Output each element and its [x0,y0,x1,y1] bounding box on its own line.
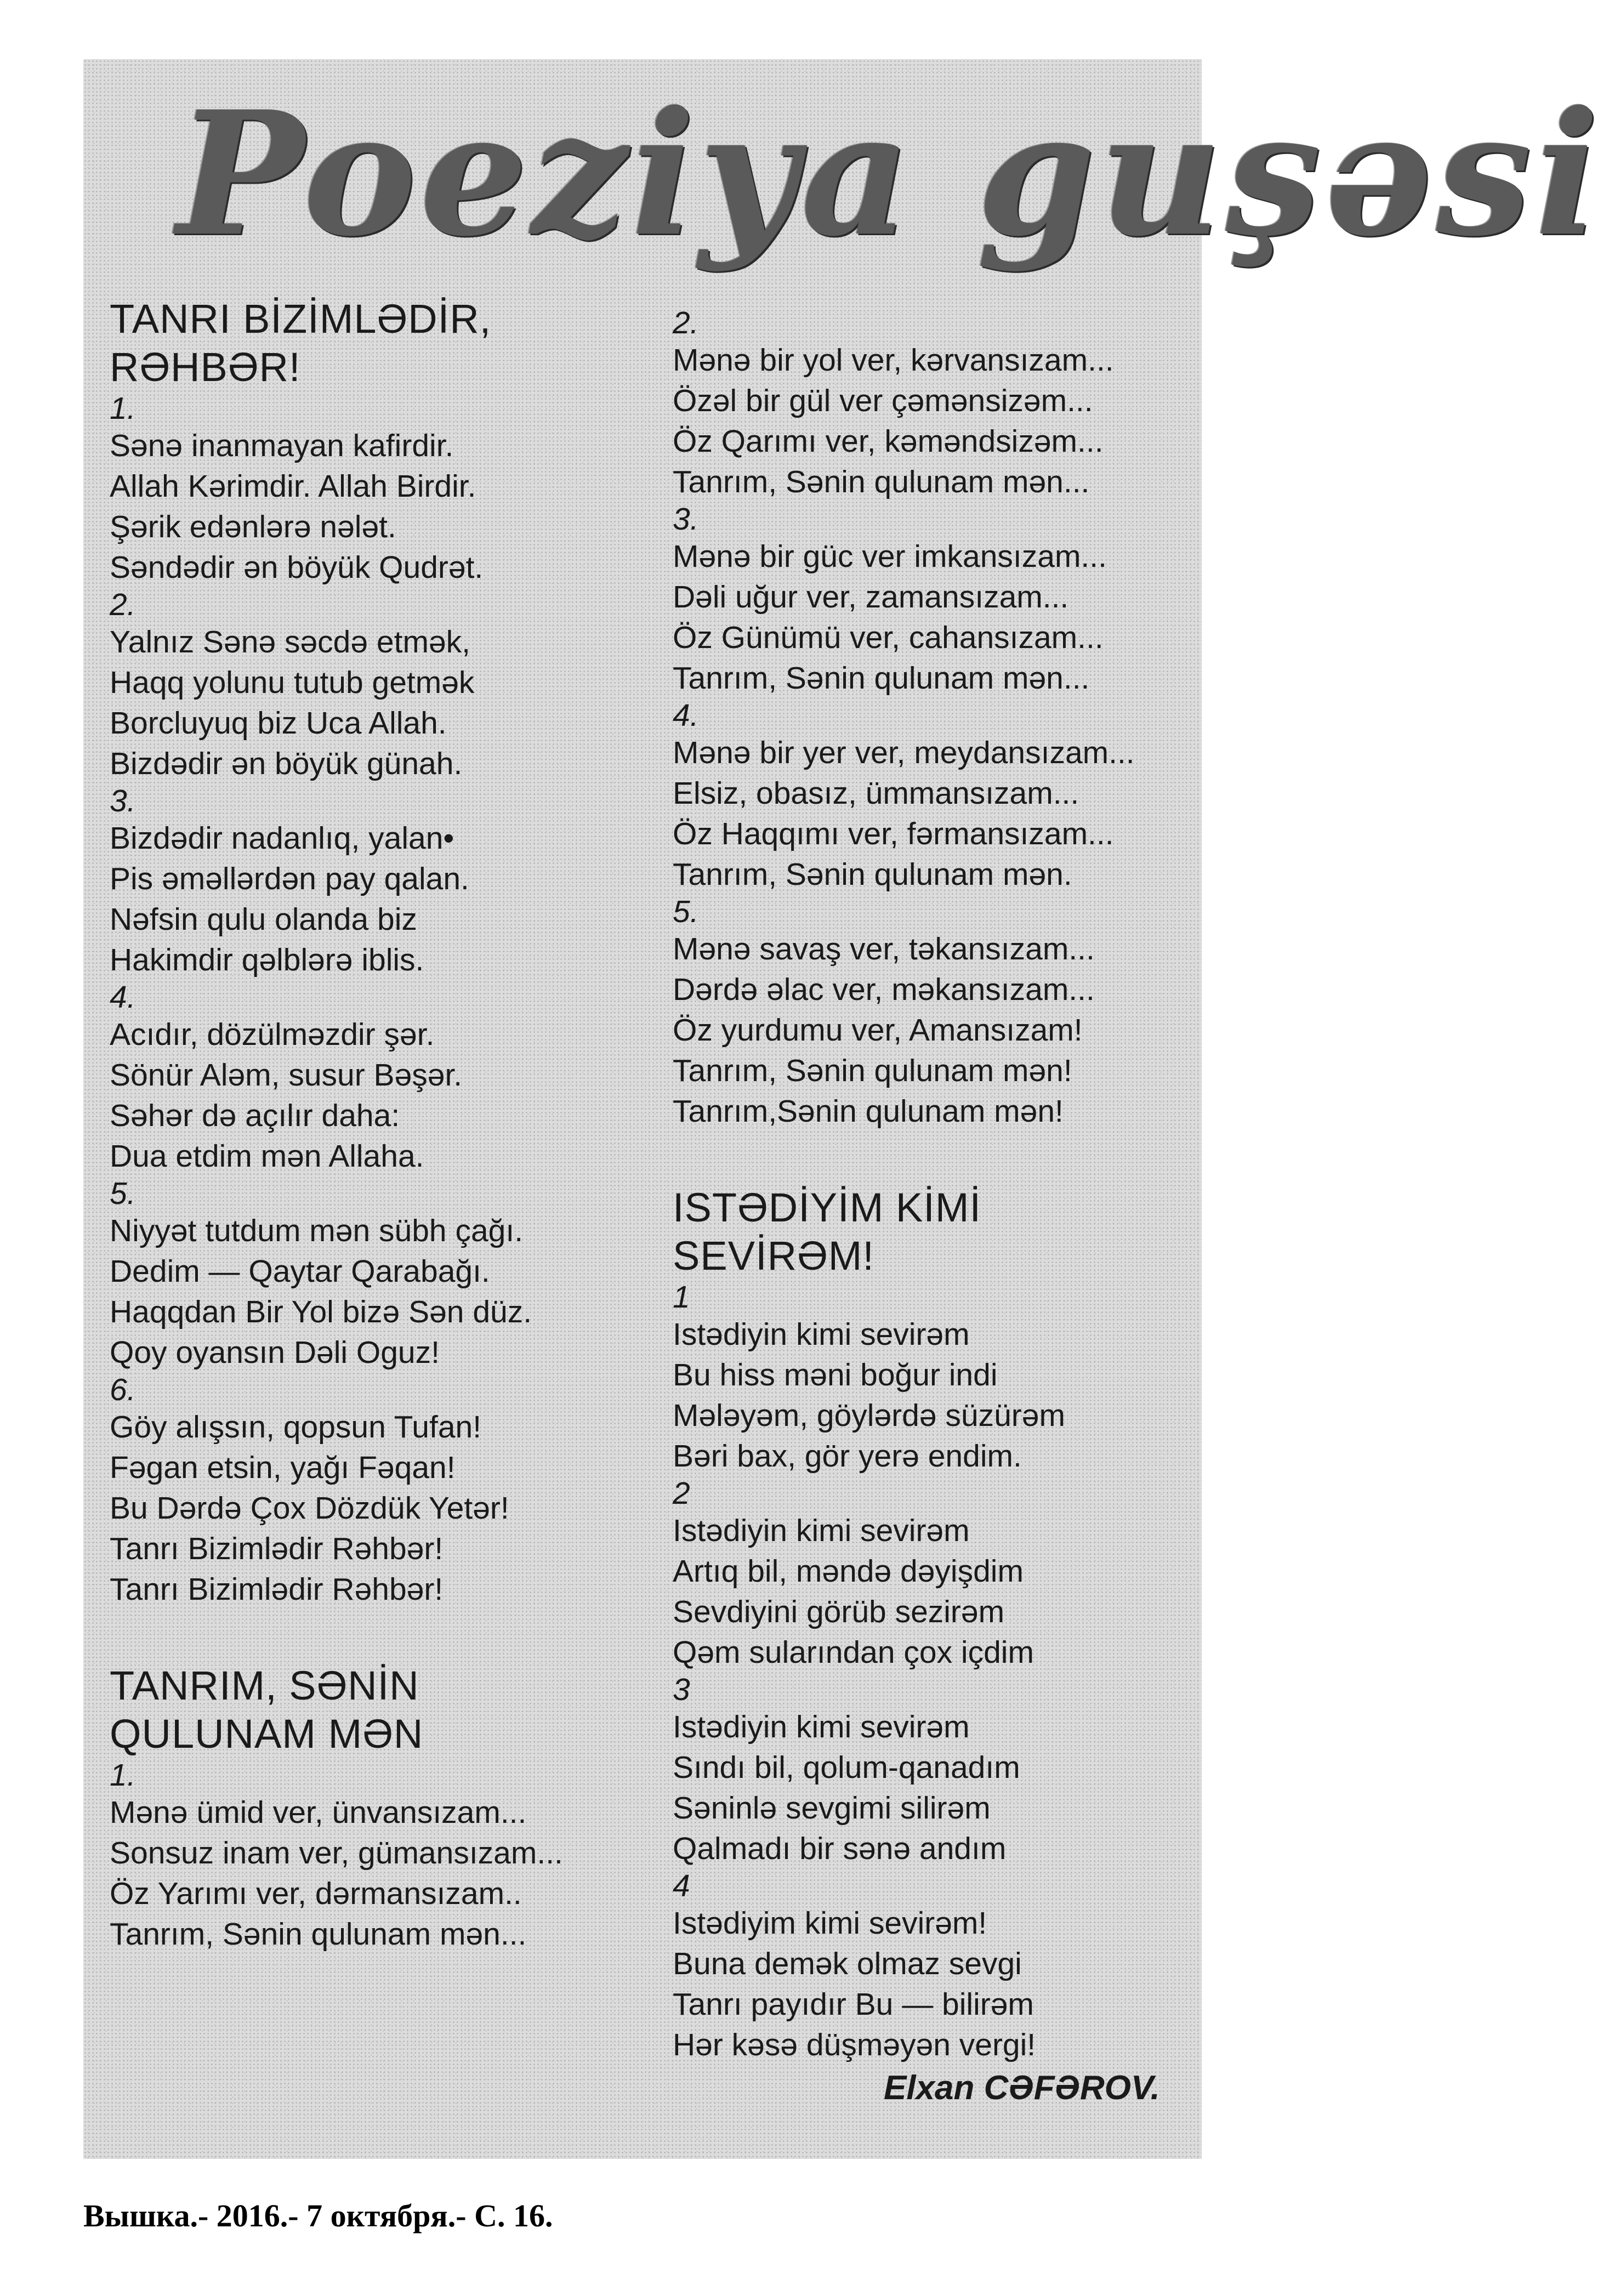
poem-line: Mələyəm, göylərdə süzürəm [673,1398,1065,1433]
poem-line: Qoy oyansın Dəli Oguz! [110,1335,440,1370]
poem-spacer [110,1610,658,1662]
poem-line: Göy alışsın, qopsun Tufan! [110,1410,482,1445]
stanza-number: 3. [673,502,699,537]
poem-line: Artıq bil, məndə dəyişdim [673,1554,1024,1589]
poem-line: Elsiz, obasız, ümmansızam... [673,776,1079,811]
poem-title-line: SEVİRƏM! [673,1233,874,1278]
author-signature: Elxan CƏFƏROV. [884,2069,1160,2107]
poem-spacer [673,1132,1202,1184]
stanza-number: 1 [673,1280,690,1315]
poem-line: Sevdiyini görüb sezirəm [673,1594,1005,1629]
stanza-number: 6. [110,1372,136,1407]
poem-line: Tanrım, Sənin qulunam mən... [673,661,1090,696]
stanza-number: 3. [110,783,136,819]
stanza-number: 4 [673,1868,690,1903]
poem-title-line: RƏHBƏR! [110,344,301,390]
poem-line: Tanrım,Sənin qulunam mən! [673,1094,1064,1129]
poem-line: Səhər də açılır daha: [110,1098,400,1133]
poem-line: Bizdədir nadanlıq, yalan• [110,821,454,856]
masthead-title: Poeziya guşəsi [177,75,1603,274]
poem-line: Mənə ümid ver, ünvansızam... [110,1795,527,1830]
poem-line: Bəri bax, gör yerə endim. [673,1439,1022,1474]
poem-line: Qəm sularından çox içdim [673,1635,1034,1670]
poem-line: Allah Kərimdir. Allah Birdir. [110,469,476,504]
poem-line: Bizdədir ən böyük günah. [110,746,463,781]
stanza-number: 5. [673,894,699,929]
stanza-number: 4. [110,980,136,1015]
stanza-number: 2 [673,1476,690,1511]
stanza-number: 3 [673,1672,690,1707]
poem-istediyim-kimi-sevirem [673,1184,1202,2065]
stanza-number: 4. [673,698,699,733]
poem-line: Qalmadı bir sənə andım [673,1831,1007,1866]
poem-line: Şərik edənlərə nələt. [110,509,396,544]
poem-line: Dəli uğur ver, zamansızam... [673,579,1069,615]
poem-line: Tanrı payıdır Bu — bilirəm [673,1987,1034,2022]
poem-title-line: ISTƏDİYİM KİMİ [673,1185,982,1230]
poem-line: Haqqdan Bir Yol bizə Sən düz. [110,1294,532,1329]
poem-line: Haqq yolunu tutub getmək [110,665,475,700]
poem-line: Öz yurdumu ver, Amansızam! [673,1013,1083,1048]
left-column [110,295,658,1954]
poem-line: Hakimdir qəlblərə iblis. [110,942,424,977]
poem-line: Yalnız Sənə səcdə etmək, [110,624,470,660]
poem-line: Mənə bir güc ver imkansızam... [673,539,1107,574]
poem-line: Dua etdim mən Allaha. [110,1139,424,1174]
poem-line: Tanrım, Sənin qulunam mən. [673,857,1072,892]
poem-line: Istədiyin kimi sevirəm [673,1709,970,1744]
poem-line: Fəgan etsin, yağı Fəqan! [110,1450,456,1485]
poem-line: Istədiyin kimi sevirəm [673,1513,970,1548]
poem-line: Buna demək olmaz sevgi [673,1946,1022,1981]
poem-line: Istədiyin kimi sevirəm [673,1317,970,1352]
stanza-number: 1. [110,391,136,426]
poem-line: Sənə inanmayan kafirdir. [110,428,454,463]
stanza-number: 5. [110,1176,136,1211]
poem-title-line: TANRI BİZİMLƏDİR, [110,296,492,342]
poem-title-line: QULUNAM MƏN [110,1711,424,1757]
stanza-number: 1. [110,1758,136,1793]
right-column [673,306,1202,2065]
poem-line: Öz Haqqımı ver, fərmansızam... [673,816,1114,851]
stanza-number: 2. [673,305,699,340]
poem-line: Öz Yarımı ver, dərmansızam.. [110,1876,522,1911]
poem-line: Mənə savaş ver, təkansızam... [673,931,1095,967]
poem-line: Hər kəsə düşməyən vergi! [673,2027,1036,2062]
poem-line: Dərdə əlac ver, məkansızam... [673,972,1095,1007]
poem-line: Tanrı Bizimlədir Rəhbər! [110,1572,444,1607]
poem-line: Dedim — Qaytar Qarabağı. [110,1254,490,1289]
poem-line: Sındı bil, qolum-qanadım [673,1750,1020,1785]
poem-line: Səndədir ən böyük Qudrət. [110,550,484,585]
poem-line: Tanrı Bizimlədir Rəhbər! [110,1531,444,1566]
stanza-number: 2. [110,587,136,622]
poem-line: Öz Qarımı ver, kəməndsizəm... [673,424,1104,459]
poem-line: Bu hiss məni boğur indi [673,1357,998,1393]
poem-tanrim-senin-qulunam-continued [673,306,1202,1132]
poem-line: Tanrım, Sənin qulunam mən... [110,1917,527,1952]
poem-tanrim-senin-qulunam [110,1662,658,1954]
poem-tanri-bizimledir [110,295,658,1610]
poem-line: Istədiyim kimi sevirəm! [673,1906,987,1941]
poem-line: Pis əməllərdən pay qalan. [110,861,469,896]
poem-line: Niyyət tutdum mən sübh çağı. [110,1213,524,1248]
poem-line: Tanrım, Sənin qulunam mən... [673,464,1090,499]
poem-line: Səninlə sevgimi silirəm [673,1791,991,1826]
poem-line: Mənə bir yol ver, kərvansızam... [673,343,1114,378]
newspaper-clipping [83,59,1603,2159]
poem-line: Borcluyuq biz Uca Allah. [110,706,447,741]
poem-line: Bu Dərdə Çox Dözdük Yetər! [110,1491,509,1526]
source-citation: Вышка.- 2016.- 7 октября.- С. 16. [83,2198,553,2234]
poem-line: Sönür Aləm, susur Bəşər. [110,1058,463,1093]
poem-line: Acıdır, dözülməzdir şər. [110,1017,435,1052]
poem-line: Tanrım, Sənin qulunam mən! [673,1053,1072,1088]
poem-line: Mənə bir yer ver, meydansızam... [673,735,1135,770]
poem-title-line: TANRIM, SƏNİN [110,1663,419,1708]
poem-line: Sonsuz inam ver, gümansızam... [110,1835,563,1871]
poem-line: Öz Günümü ver, cahansızam... [673,620,1104,655]
poem-line: Nəfsin qulu olanda biz [110,902,417,937]
poem-line: Özəl bir gül ver çəmənsizəm... [673,383,1093,418]
